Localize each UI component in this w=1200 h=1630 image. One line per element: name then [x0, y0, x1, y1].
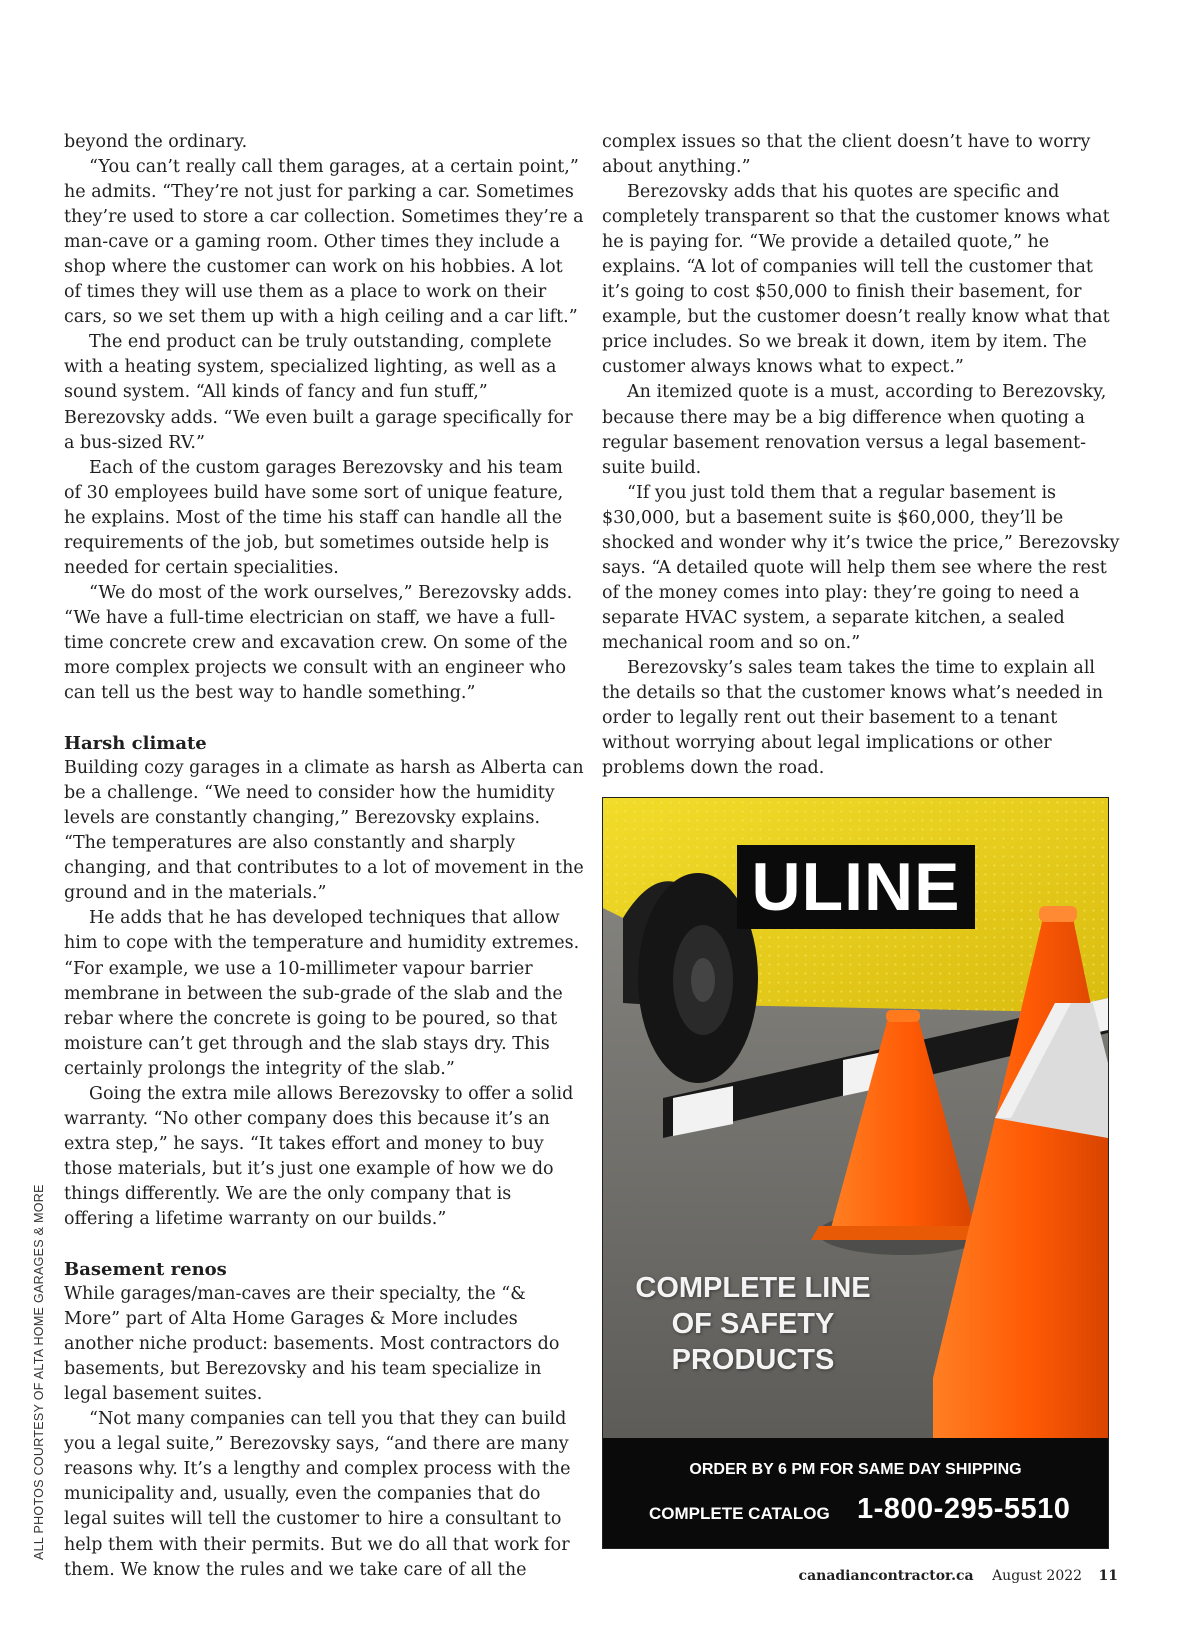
phone-number[interactable]: 1-800-295-5510: [857, 1493, 1071, 1525]
section-gap: [64, 706, 584, 731]
section-gap: [64, 1232, 584, 1257]
section-heading-basement-renos: Basement renos: [64, 1259, 227, 1281]
photo-credit: ALL PHOTOS COURTESY OF ALTA HOME GARAGES & MORE: [32, 1184, 46, 1560]
paragraph: “If you just told them that a regular basement is $30,000, but a basement suite is $60,000, they’ll be shocked and wonder why it’s twice the price,” Berezovsky says. “A detailed quote will help them see where the rest of the money comes into play: they’re going to need a separate HVAC system, a separate kitchen, a sealed mechanical room and so on.”: [602, 482, 1120, 653]
left-column: [64, 130, 584, 1583]
footer-date: August 2022: [992, 1568, 1083, 1584]
uline-advertisement[interactable]: [602, 797, 1109, 1549]
tagline-line: OF SAFETY: [671, 1308, 835, 1340]
large-cone-tip: [1039, 906, 1077, 922]
page-number: 11: [1098, 1568, 1118, 1584]
paragraph: He adds that he has developed techniques that allow him to cope with the temperature and humidity extremes. “For example, we use a 10-millimeter vapour barrier membrane in between the sub-grade of the slab and the rebar where the concrete is going to be poured, so that moisture can’t get through and the slab stays dry. This certainly prolongs the integrity of the slab.”: [64, 908, 580, 1079]
paragraph: Berezovsky adds that his quotes are specific and completely transparent so that the customer knows what he is paying for. “We provide a detailed quote,” he explains. “A lot of companies will tell the customer that it’s going to cost $50,000 to finish their basement, for example, but the customer doesn’t really know what that price includes. So we break it down, item by item. The customer always knows what to expect.”: [602, 182, 1110, 378]
page-footer: [799, 1568, 1118, 1584]
uline-logo: ULINE: [737, 845, 975, 929]
paragraph: “We do most of the work ourselves,” Berezovsky adds. “We have a full-time electrician on staff, we have a full-time concrete crew and excavation crew. On some of the more complex projects we consult with an engineer who can tell us the best way to handle something.”: [64, 582, 573, 704]
footer-site[interactable]: canadiancontractor.ca: [798, 1568, 974, 1584]
paragraph: Berezovsky’s sales team takes the time to explain all the details so that the customer knows what’s needed in order to legally rent out their basement to a tenant without worrying about legal implications or other problems down the road.: [602, 657, 1104, 779]
catalog-label: COMPLETE CATALOG: [649, 1504, 830, 1523]
tagline-line: COMPLETE LINE: [635, 1272, 871, 1304]
paragraph: Going the extra mile allows Berezovsky to offer a solid warranty. “No other company does this because it’s an extra step,” he says. “It takes effort and money to buy those materials, but it’s just one example of how we do things differently. We are the only company that is offering a lifetime warranty on our builds.”: [64, 1083, 574, 1229]
paragraph: The end product can be truly outstanding, complete with a heating system, specialized lighting, as well as a sound system. “All kinds of fancy and fun stuff,” Berezovsky adds. “We even built a garage specifically for a bus-sized RV.”: [64, 332, 573, 453]
right-column: [602, 130, 1122, 781]
tagline-line: PRODUCTS: [671, 1344, 835, 1376]
shipping-notice: ORDER BY 6 PM FOR SAME DAY SHIPPING: [689, 1461, 1022, 1478]
paragraph: Building cozy garages in a climate as harsh as Alberta can be a challenge. “We need to consider how the humidity levels are constantly changing,” Berezovsky explains. “The temperatures are also constantly and sharply changing, and that contributes to a lot of movement in the ground and in the materials.”: [64, 758, 584, 904]
ad-tagline: [623, 1270, 883, 1378]
paragraph: complex issues so that the client doesn’t have to worry about anything.”: [602, 132, 1091, 178]
small-cone-tip: [886, 1010, 920, 1022]
paragraph: Each of the custom garages Berezovsky and his team of 30 employees build have some sort of unique feature, he explains. Most of the time his staff can handle all the requirements of the job, but sometimes outside help is needed for certain specialities.: [64, 457, 564, 578]
ad-contact-band: [603, 1438, 1108, 1548]
paragraph: “You can’t really call them garages, at a certain point,” he admits. “They’re not just for parking a car. Sometimes they’re used to store a car collection. Sometimes they’re a man-cave or a gaming room. Other times they include a shop where the customer can work on his hobbies. A lot of times they will use them as a place to work on their cars, so we set them up with a high ceiling and a car lift.”: [64, 157, 584, 328]
paragraph: An itemized quote is a must, according to Berezovsky, because there may be a big difference when quoting a regular basement renovation versus a legal basement-suite build.: [602, 382, 1107, 478]
section-heading-harsh-climate: Harsh climate: [64, 733, 207, 755]
paragraph: beyond the ordinary.: [64, 132, 248, 152]
paragraph: “Not many companies can tell you that they can build you a legal suite,” Berezovsky says, “and there are many reasons why. It’s a lengthy and complex process with the municipality and, usually, even the companies that do legal suites will tell the customer to hire a consultant to help them with their permits. But we do all that work for them. We know the rules and we take care of all the: [64, 1409, 571, 1580]
paragraph: While garages/man-caves are their specialty, the “& More” part of Alta Home Garages & More includes another niche product: basements. Most contractors do basements, but Berezovsky and his team specialize in legal basement suites.: [64, 1284, 560, 1405]
wheel-center: [691, 958, 715, 1002]
